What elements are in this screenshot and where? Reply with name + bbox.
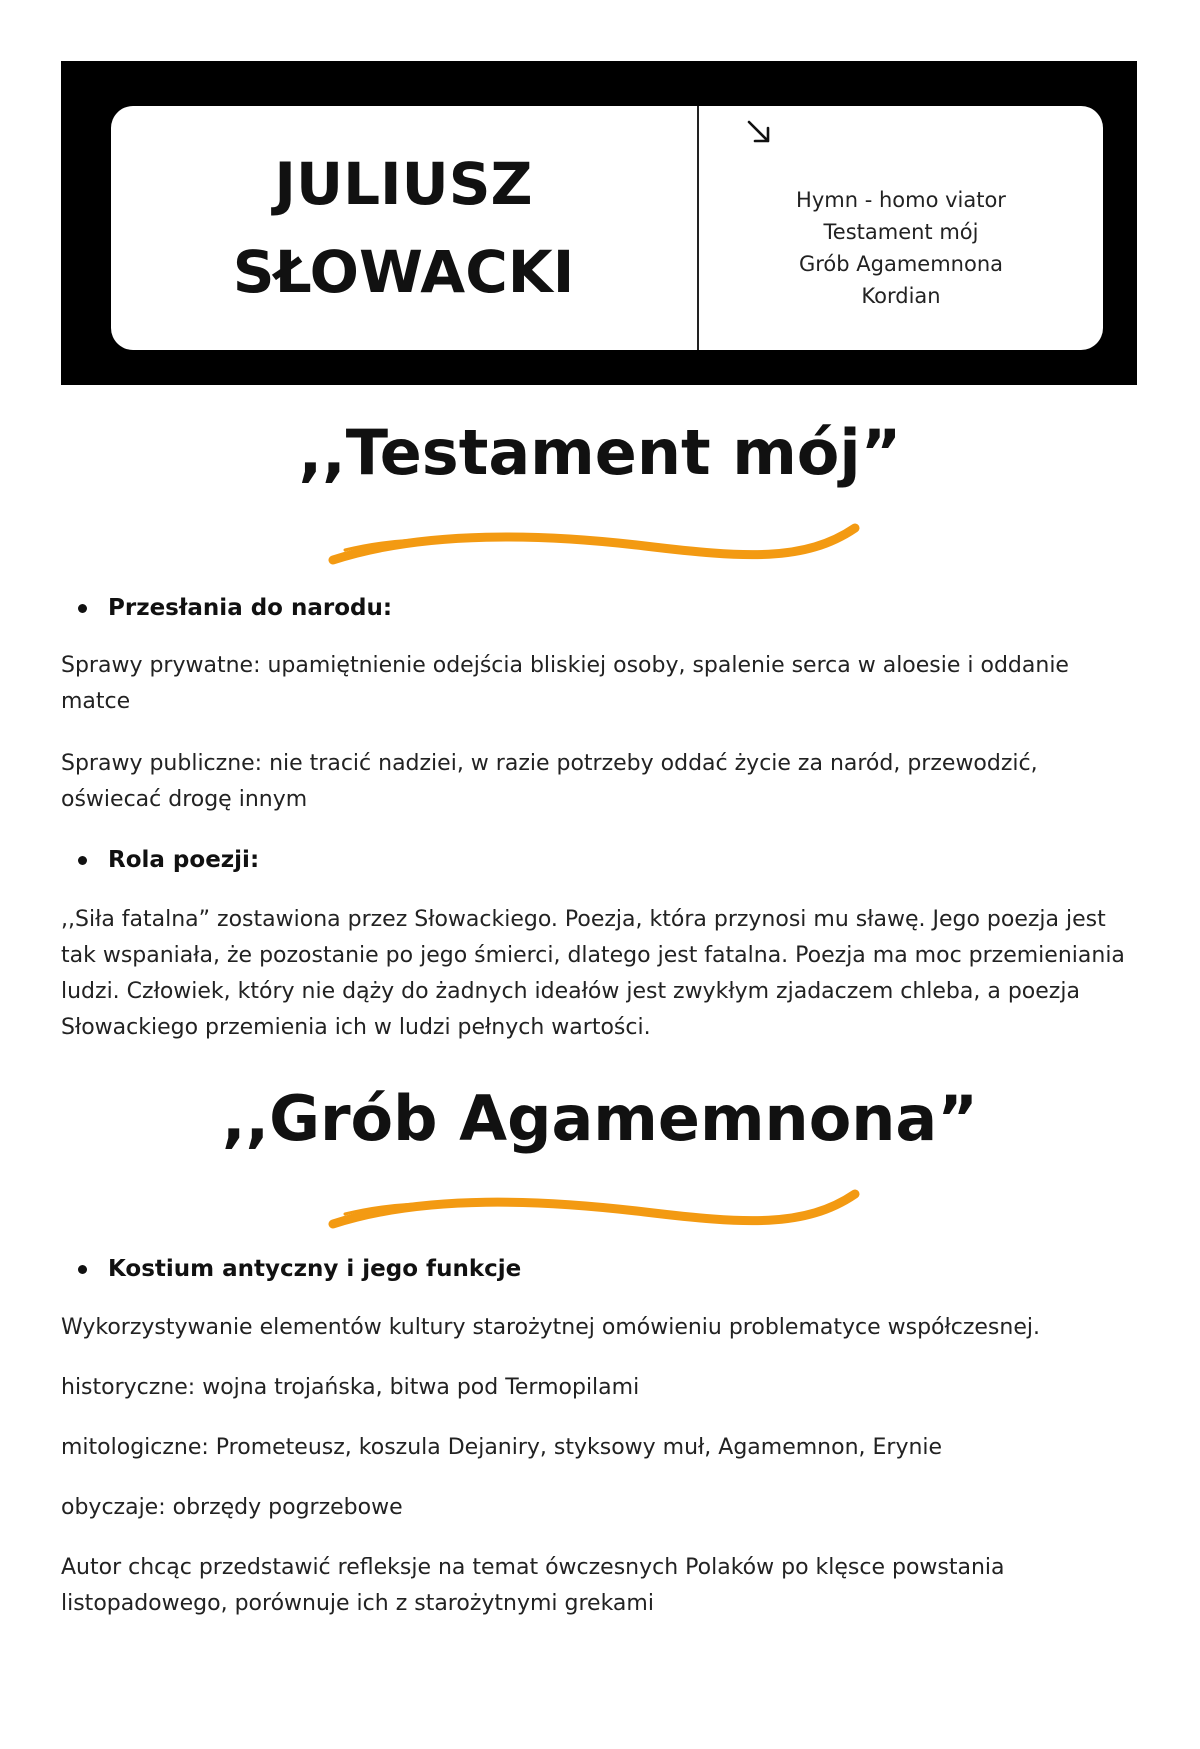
paragraph: Wykorzystywanie elementów kultury starożytnej omówieniu problematyce współczesnej. — [61, 1315, 1040, 1340]
paragraph: Sprawy prywatne: upamiętnienie odejścia bliskiej osoby, spalenie serca w aloesie i oddanie matce — [61, 653, 1069, 714]
paragraph: Sprawy publiczne: nie tracić nadziei, w razie potrzeby oddać życie za naród, przewodzić, oświecać drogę innym — [61, 751, 1038, 812]
author-name — [111, 106, 696, 350]
swoosh-underline — [325, 520, 865, 570]
bullet-dot — [78, 856, 87, 865]
works-list-item: Grób Agamemnona — [798, 252, 1004, 276]
arrow-down-right-icon — [743, 116, 775, 148]
bullet-heading-text: Rola poezji: — [108, 847, 260, 873]
author-last-name: SŁOWACKI — [232, 238, 575, 306]
paragraph: Autor chcąc przedstawić refleksje na temat ówczesnych Polaków po klęsce powstania listopadowego, porównuje ich z starożytnymi grekami — [61, 1555, 1005, 1616]
paragraph: historyczne: wojna trojańska, bitwa pod Termopilami — [61, 1375, 640, 1400]
bullet-heading-text: Przesłania do narodu: — [108, 595, 393, 621]
bullet-dot — [78, 1265, 87, 1274]
section-title-testament: ,,Testament mój” — [298, 416, 902, 489]
header-card — [111, 106, 1103, 350]
author-first-name: JULIUSZ — [274, 150, 533, 218]
works-list-item: Hymn - homo viator — [796, 188, 1006, 212]
works-list-item: Kordian — [861, 284, 941, 308]
bullet-heading-text: Kostium antyczny i jego funkcje — [108, 1256, 522, 1282]
header-banner — [61, 61, 1137, 385]
works-list — [699, 184, 1103, 312]
bullet-heading — [78, 844, 259, 876]
paragraph: mitologiczne: Prometeusz, koszula Dejaniry, styksowy muł, Agamemnon, Erynie — [61, 1435, 943, 1460]
swoosh-underline — [325, 1186, 865, 1236]
section-title-grob-agamemnona: ,,Grób Agamemnona” — [221, 1082, 979, 1155]
works-list-item: Testament mój — [823, 220, 979, 244]
bullet-heading — [78, 592, 392, 624]
paragraph: obyczaje: obrzędy pogrzebowe — [61, 1495, 403, 1520]
bullet-dot — [78, 604, 87, 613]
paragraph: ,,Siła fatalna” zostawiona przez Słowackiego. Poezja, która przynosi mu sławę. Jego poezja jest tak wspaniała, że pozostanie po jego śmierci, dlatego jest fatalna. Poezja ma moc przemieniania ludzi. Człowiek, który nie dąży do żadnych ideałów jest zwykłym zjadaczem chleba, a poezja Słowackiego przemienia ich w ludzi pełnych wartości. — [61, 907, 1125, 1040]
bullet-heading — [78, 1253, 521, 1285]
